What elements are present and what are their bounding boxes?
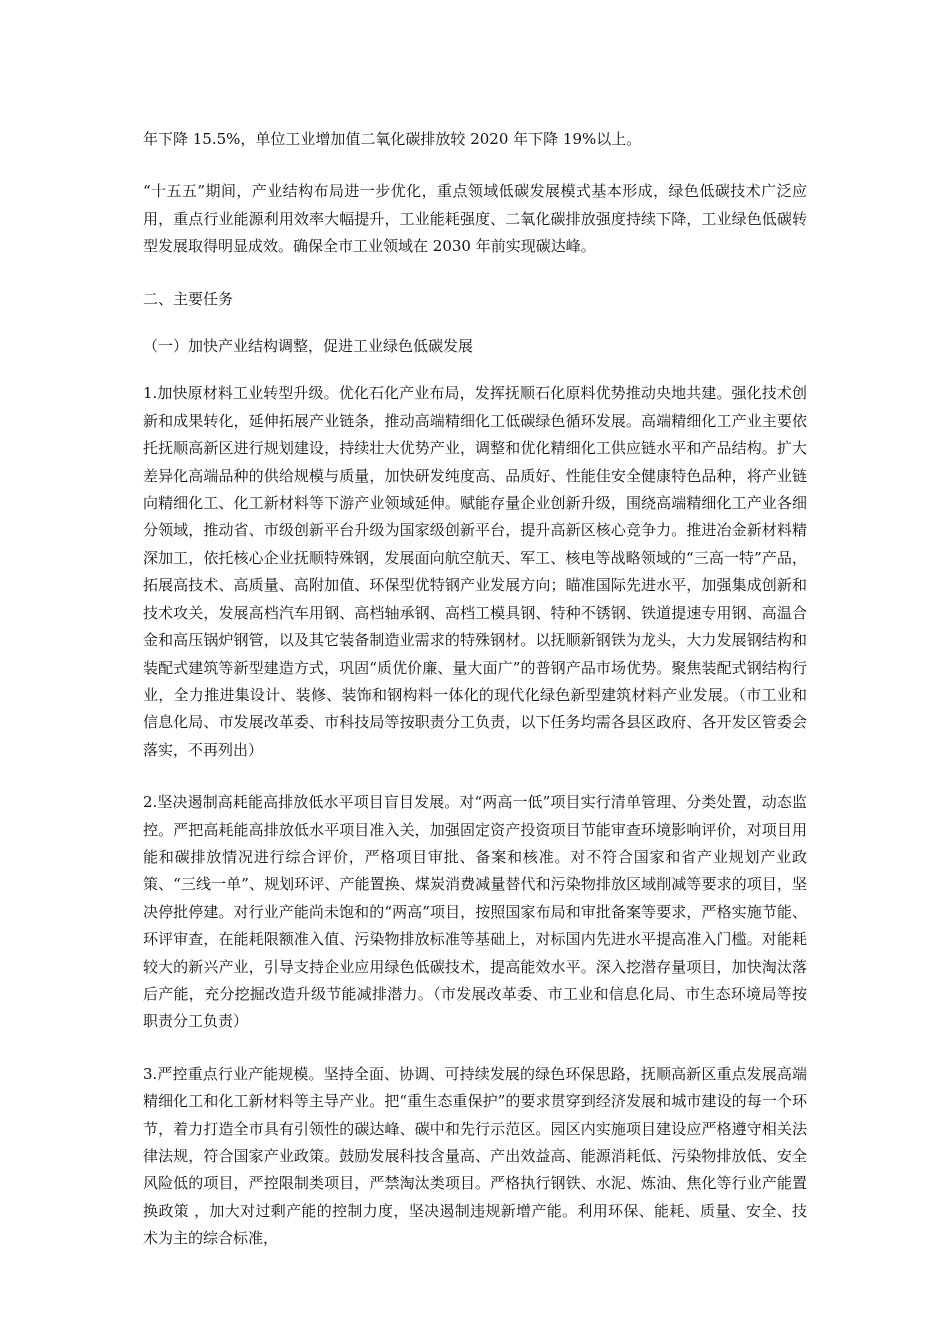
heading-section-one: （一）加快产业结构调整，促进工业绿色低碳发展 bbox=[143, 337, 474, 356]
paragraph-fifteenth-five-year: “十五五”期间，产业结构布局进一步优化，重点领域低碳发展模式基本形成，绿色低碳技术广泛应用，重点行业能源利用效率大幅提升，工业能耗强度、二氧化碳排放强度持续下降，工业绿色低碳转型发展取得明显成效。确保全市工业领域在 2030 年前实现碳达峰。 bbox=[143, 182, 807, 256]
paragraph-task-3: 3.严控重点行业产能规模。坚持全面、协调、可持续发展的绿色环保思路，抚顺高新区重点发展高端精细化工和化工新材料等主导产业。把“重生态重保护”的要求贯穿到经济发展和城市建设的每一个环节，着力打造全市具有引领性的碳达峰、碳中和先行示范区。园区内实施项目建设应严格遵守相关法律法规，符合国家产业政策。鼓励发展科技含量高、产出效益高、能源消耗低、污染物排放低、安全风险低的项目，严控限制类项目，严禁淘汰类项目。严格执行钢铁、水泥、炼油、焦化等行业产能置换政策 ，加大对过剩产能的控制力度，坚决遏制违规新增产能。利用环保、能耗、质量、安全、技术为主的综合标准， bbox=[143, 1064, 807, 1248]
paragraph-target-continuation: 年下降 15.5%，单位工业增加值二氧化碳排放较 2020 年下降 19%以上。 bbox=[143, 130, 642, 148]
heading-main-tasks: 二、主要任务 bbox=[143, 289, 234, 308]
paragraph-task-1: 1.加快原材料工业转型升级。优化石化产业布局，发挥抚顺石化原料优势推动央地共建。强化技术创新和成果转化，延伸拓展产业链条，推动高端精细化工低碳绿色循环发展。高端精细化工产业主要依托抚顺高新区进行规划建设，持续壮大优势产业，调整和优化精细化工供应链水平和产品结构。扩大差异化高端品种的供给规模与质量，加快研发纯度高、品质好、性能佳安全健康特色品种，将产业链向精细化工、化工新材料等下游产业领域延伸。赋能存量企业创新升级，围绕高端精细化工产业各细分领域，推动省、市级创新平台升级为国家级创新平台，提升高新区核心竞争力。推进冶金新材料精深加工，依托核心企业抚顺特殊钢，发展面向航空航天、军工、核电等战略领域的“三高一特”产品，拓展高技术、高质量、高附加值、环保型优特钢产业发展方向；瞄准国际先进水平，加强集成创新和技术攻关，发展高档汽车用钢、高档轴承钢、高档工模具钢、特种不锈钢、铁道提速专用钢、高温合金和高压锅炉钢管，以及其它装备制造业需求的特殊钢材。以抚顺新钢铁为龙头，大力发展钢结构和装配式建筑等新型建造方式，巩固“质优价廉、量大面广”的普钢产品市场优势。聚焦装配式钢结构行业，全力推进集设计、装修、装饰和钢构料一体化的现代化绿色新型建筑材料产业发展。（市工业和信息化局、市发展改革委、市科技局等按职责分工负责，以下任务均需各县区政府、各开发区管委会落实，不再列出） bbox=[143, 384, 807, 759]
paragraph-task-2: 2.坚决遏制高耗能高排放低水平项目盲目发展。对“两高一低”项目实行清单管理、分类处置，动态监控。严把高耗能高排放低水平项目准入关，加强固定资产投资项目节能审查环境影响评价，对项目用能和碳排放情况进行综合评价，严格项目审批、备案和核准。对不符合国家和省产业规划产业政策、“三线一单”、规划环评、产能置换、煤炭消费减量替代和污染物排放区域削减等要求的项目，坚决停批停建。对行业产能尚未饱和的“两高”项目，按照国家布局和审批备案等要求，严格实施节能、环评审查，在能耗限额准入值、污染物排放标准等基础上，对标国内先进水平提高准入门槛。对能耗较大的新兴产业，引导支持企业应用绿色低碳技术，提高能效水平。深入挖潜存量项目，加快淘汰落后产能，充分挖掘改造升级节能减排潜力。（市发展改革委、市工业和信息化局、市生态环境局等按职责分工负责） bbox=[143, 793, 807, 1031]
